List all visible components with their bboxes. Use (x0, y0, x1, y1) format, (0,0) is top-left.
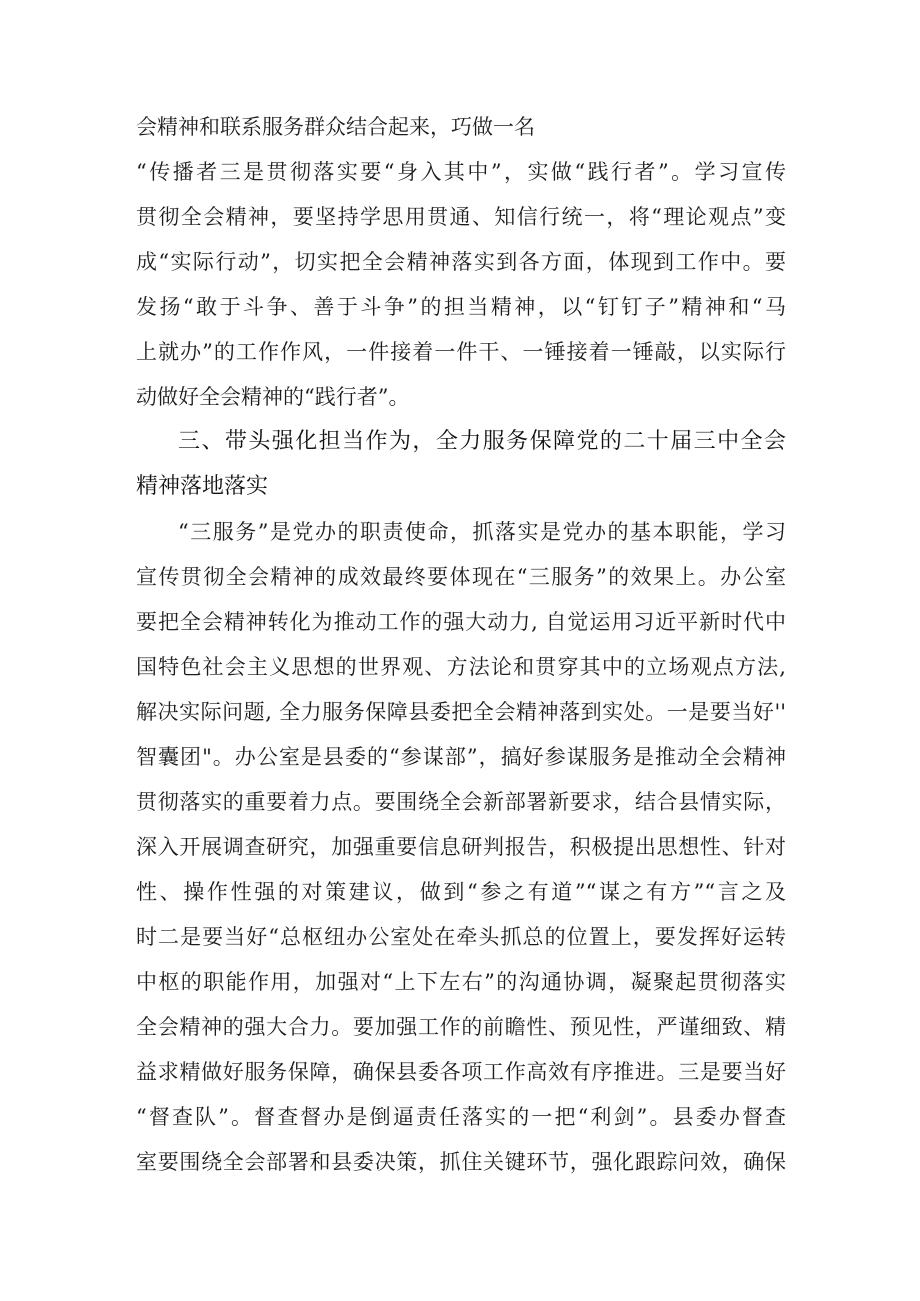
paragraph-line: 智囊团"。办公室是县委的“参谋部”，搞好参谋服务是推动全会精神 (136, 745, 786, 769)
paragraph-line: 全会精神的强大合力。要加强工作的前瞻性、预见性，严谨细致、精 (136, 1015, 786, 1039)
paragraph-line: 成“实际行动”，切实把全会精神落实到各方面，体现到工作中。要 (136, 250, 786, 274)
paragraph-line: 宣传贯彻全会精神的成效最终要体现在“三服务”的效果上。办公室 (136, 565, 786, 589)
paragraph-line: 中枢的职能作用，加强对“上下左右”的沟通协调，凝聚起贯彻落实 (136, 970, 786, 994)
paragraph-line: 解决实际问题, 全力服务保障县委把全会精神落到实处。一是要当好'' (136, 700, 786, 724)
paragraph-line: 深入开展调查研究，加强重要信息研判报告，积极提出思想性、针对 (136, 835, 786, 859)
paragraph-line: “三服务”是党办的职责使命，抓落实是党办的基本职能，学习 (178, 520, 786, 544)
paragraph-line: 贯彻全会精神，要坚持学思用贯通、知信行统一，将“理论观点”变 (136, 205, 786, 229)
paragraph-line: 国特色社会主义思想的世界观、方法论和贯穿其中的立场观点方法, (136, 655, 786, 679)
paragraph-line: 性、操作性强的对策建议，做到“参之有道”“谋之有方”“言之及 (136, 880, 786, 904)
paragraph-line: 动做好全会精神的“践行者”。 (136, 385, 410, 409)
section-heading: 精神落地落实 (136, 474, 269, 499)
paragraph-line: “督查队”。督查督办是倒逼责任落实的一把“利剑”。县委办督查 (136, 1105, 786, 1129)
paragraph-line: 要把全会精神转化为推动工作的强大动力, 自觉运用习近平新时代中 (136, 610, 786, 634)
paragraph-line: 时二是要当好“总枢纽办公室处在牵头抓总的位置上，要发挥好运转 (136, 925, 786, 949)
paragraph-line: 益求精做好服务保障，确保县委各项工作高效有序推进。三是要当好 (136, 1060, 786, 1084)
paragraph-line: “传播者三是贯彻落实要“身入其中”，实做“践行者”。学习宣传 (136, 160, 786, 184)
paragraph-line: 室要围绕全会部署和县委决策，抓住关键环节，强化跟踪问效，确保 (136, 1150, 786, 1174)
paragraph-line: 贯彻落实的重要着力点。要围绕全会新部署新要求，结合县情实际， (136, 790, 786, 814)
paragraph-line: 上就办”的工作作风，一件接着一件干、一锤接着一锤敲，以实际行 (136, 340, 786, 364)
paragraph-line: 发扬“敢于斗争、善于斗争”的担当精神，以“钉钉子”精神和“马 (136, 295, 786, 319)
paragraph-line: 会精神和联系服务群众结合起来，巧做一名 (136, 115, 535, 139)
section-heading: 三、带头强化担当作为，全力服务保障党的二十届三中全会 (178, 429, 786, 454)
